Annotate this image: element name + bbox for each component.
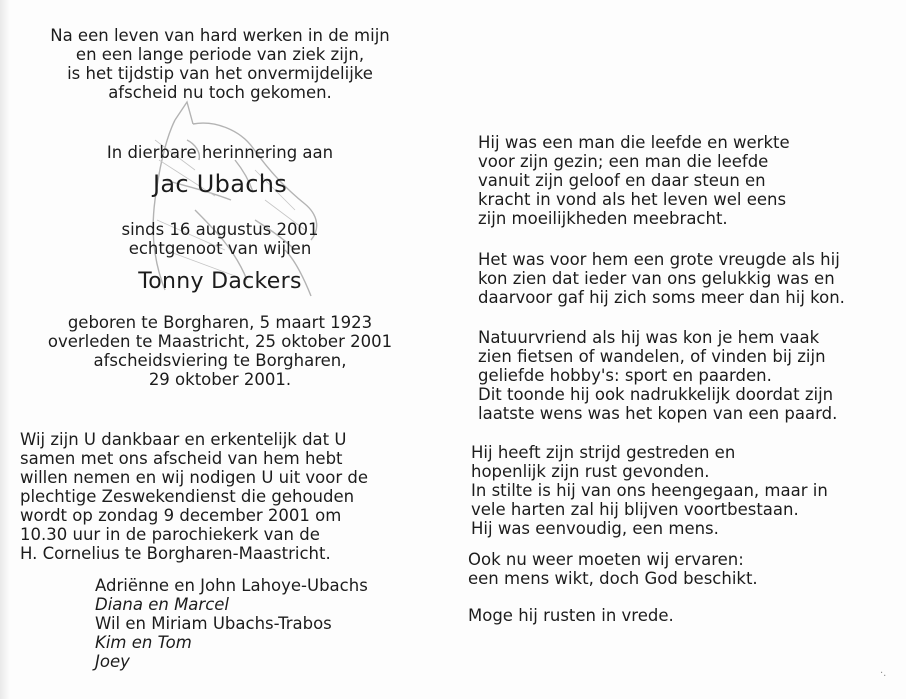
family-member: Kim en Tom xyxy=(95,633,192,652)
scan-speck: ·. xyxy=(880,668,887,679)
thanks-line: H. Cornelius te Borgharen-Maastricht. xyxy=(20,544,331,563)
death-line: overleden te Maastricht, 25 oktober 2001 xyxy=(47,332,393,351)
closing-line: Moge hij rusten in vrede. xyxy=(468,606,674,625)
thanks-line: plechtige Zeswekendienst die gehouden xyxy=(20,487,355,506)
right-column xyxy=(460,0,906,699)
intro-line: en een lange periode van ziek zijn, xyxy=(75,45,365,64)
tribute-line: voor zijn gezin; een man die leefde xyxy=(478,152,769,171)
in-memory-heading: In dierbare herinnering aan xyxy=(106,143,334,162)
tribute-line: hopenlijk zijn rust gevonden. xyxy=(471,462,710,481)
tribute-line: Ook nu weer moeten wij ervaren: xyxy=(468,550,744,569)
family-member: Joey xyxy=(95,652,130,671)
family-member: Diana en Marcel xyxy=(95,595,230,614)
family-member: Wil en Miriam Ubachs-Trabos xyxy=(95,614,332,633)
intro-line: is het tijdstip van het onvermijdelijke xyxy=(67,64,373,83)
tribute-line: zijn moeilijkheden meebracht. xyxy=(478,209,728,228)
spouse-of: echtgenoot van wijlen xyxy=(128,239,312,258)
deceased-name: Jac Ubachs xyxy=(152,170,288,198)
tribute-line: laatste wens was het kopen van een paard. xyxy=(478,404,838,423)
thanks-line: Wij zijn U dankbaar en erkentelijk dat U xyxy=(20,430,347,449)
farewell-line: afscheidsviering te Borgharen, xyxy=(93,351,347,370)
tribute-line: In stilte is hij van ons heengegaan, maar in xyxy=(471,481,828,500)
tribute-line: Hij was eenvoudig, een mens. xyxy=(471,519,719,538)
tribute-line: kon zien dat ieder van ons gelukkig was en xyxy=(478,269,835,288)
thanks-line: willen nemen en wij nodigen U uit voor de xyxy=(20,468,369,487)
birth-line: geboren te Borgharen, 5 maart 1923 xyxy=(67,313,373,332)
tribute-line: Natuurvriend als hij was kon je hem vaak xyxy=(478,328,820,347)
tribute-line: geliefde hobby's: sport en paarden. xyxy=(478,366,772,385)
widowed-since: sinds 16 augustus 2001 xyxy=(121,220,319,239)
spouse-name: Tonny Dackers xyxy=(138,269,302,294)
thanks-line: 10.30 uur in de parochiekerk van de xyxy=(20,525,320,544)
tribute-line: kracht in vond als het leven wel eens xyxy=(478,190,787,209)
thanks-line: wordt op zondag 9 december 2001 om xyxy=(20,506,342,525)
tribute-line: Het was voor hem een grote vreugde als hij xyxy=(478,250,840,269)
family-member: Adriënne en John Lahoye-Ubachs xyxy=(95,576,368,595)
intro-line: Na een leven van hard werken in de mijn xyxy=(50,26,390,45)
intro-line: afscheid nu toch gekomen. xyxy=(108,83,332,102)
tribute-line: Dit toonde hij ook nadrukkelijk doordat zijn xyxy=(478,385,834,404)
tribute-line: zien fietsen of wandelen, of vinden bij zijn xyxy=(478,347,826,366)
farewell-date: 29 oktober 2001. xyxy=(148,370,292,389)
tribute-line: vanuit zijn geloof en daar steun en xyxy=(478,171,766,190)
thanks-line: samen met ons afscheid van hem hebt xyxy=(20,449,343,468)
tribute-line: daarvoor gaf hij zich soms meer dan hij kon. xyxy=(478,288,845,307)
left-column xyxy=(0,0,440,699)
tribute-line: vele harten zal hij blijven voortbestaan. xyxy=(471,500,799,519)
tribute-line: een mens wikt, doch God beschikt. xyxy=(468,569,758,588)
tribute-line: Hij heeft zijn strijd gestreden en xyxy=(471,443,736,462)
tribute-line: Hij was een man die leefde en werkte xyxy=(478,133,790,152)
